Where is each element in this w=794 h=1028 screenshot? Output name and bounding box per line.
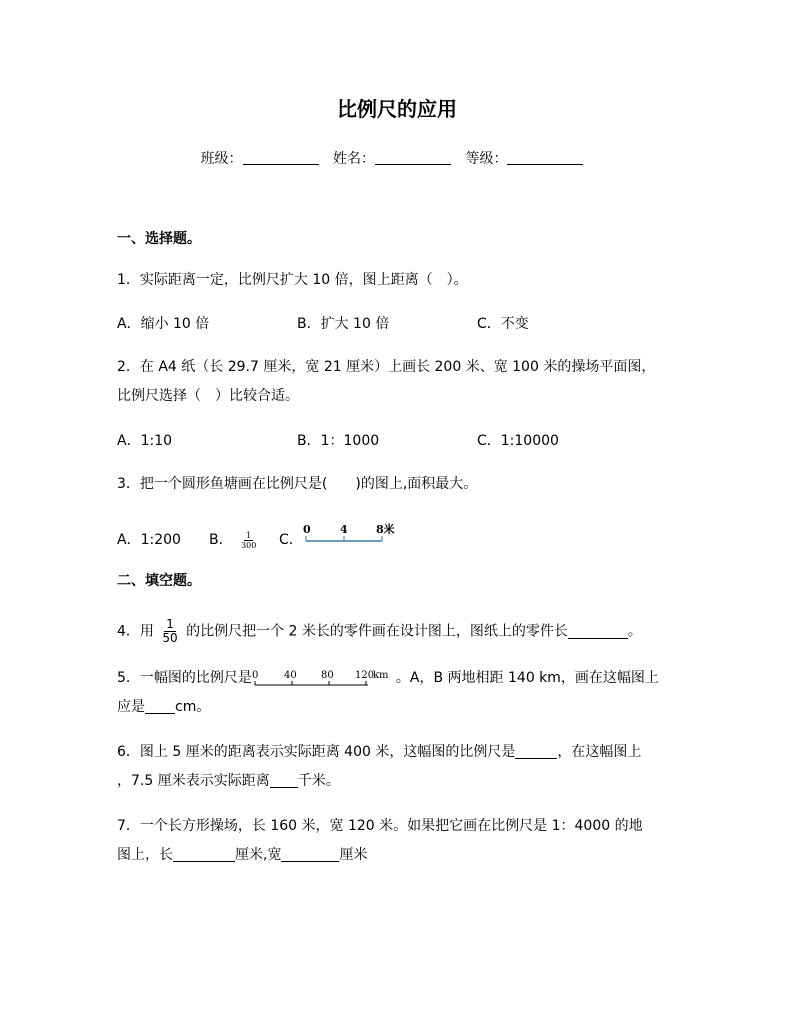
question-4 bbox=[117, 618, 642, 645]
class-label: 班级： bbox=[200, 151, 243, 167]
q6-line1-suffix: ，在这幅图上 bbox=[557, 744, 642, 760]
question-1: 1．实际距离一定，比例尺扩大 10 倍，图上距离（ ）。 bbox=[117, 272, 468, 288]
fraction-denominator: 300 bbox=[241, 541, 257, 550]
q6-line2-prefix: ，7.5 厘米表示实际距离 bbox=[117, 773, 270, 789]
q5-prefix: 5．一幅图的比例尺是 bbox=[117, 670, 252, 686]
q5-scale-bar bbox=[252, 666, 396, 688]
q6-answer-blank-1[interactable] bbox=[515, 744, 557, 759]
q7-line2-mid: 厘米,宽 bbox=[235, 847, 282, 863]
q1-option-c[interactable]: C．不变 bbox=[477, 316, 529, 332]
q7-line2-prefix: 图上，长 bbox=[117, 847, 173, 863]
question-7-line-1: 7．一个长方形操场，长 160 米，宽 120 米。如果把它画在比例尺是 1：4000 的地 bbox=[117, 818, 643, 834]
scale-label-120: 120 bbox=[354, 670, 375, 681]
scale-label-4: 4 bbox=[340, 523, 348, 536]
question-3: 3．把一个圆形鱼塘画在比例尺是( )的图上,面积最大。 bbox=[117, 476, 478, 492]
q6-line1-prefix: 6．图上 5 厘米的距离表示实际距离 400 米，这幅图的比例尺是 bbox=[117, 744, 516, 760]
q3-option-b-fraction bbox=[241, 531, 256, 550]
q2-option-a[interactable]: A．1:10 bbox=[117, 433, 173, 449]
q6-answer-blank-2[interactable] bbox=[270, 773, 298, 788]
q4-answer-blank[interactable] bbox=[568, 624, 628, 639]
section-1-title: 一、选择题。 bbox=[117, 231, 201, 247]
scale-label-80: 80 bbox=[320, 670, 334, 681]
fraction-denominator: 50 bbox=[162, 631, 178, 645]
q3-option-b-label: B． bbox=[209, 532, 233, 548]
question-6-line-1 bbox=[117, 742, 641, 762]
q1-option-a[interactable]: A．缩小 10 倍 bbox=[117, 316, 210, 332]
scale-label-0: 0 bbox=[251, 670, 259, 681]
q5-line2-prefix: 应是 bbox=[117, 699, 145, 715]
page-title: 比例尺的应用 bbox=[337, 97, 457, 121]
question-6-line-2 bbox=[117, 771, 340, 791]
scale-label-0: 0 bbox=[303, 523, 311, 536]
q6-line2-suffix: 千米。 bbox=[297, 773, 340, 789]
question-2-line-1: 2．在 A4 纸（长 29.7 厘米，宽 21 厘米）上画长 200 米、宽 100 米的操场平面图， bbox=[117, 359, 656, 375]
q3-option-a[interactable]: A．1:200 bbox=[117, 532, 181, 548]
question-5-line-2 bbox=[117, 697, 210, 717]
grade-blank[interactable] bbox=[507, 150, 583, 165]
question-5-line-1 bbox=[117, 666, 659, 688]
class-blank[interactable] bbox=[243, 150, 319, 165]
grade-label: 等级： bbox=[465, 151, 508, 167]
q4-fraction bbox=[162, 618, 177, 645]
fraction-numerator: 1 bbox=[166, 617, 174, 631]
scale-label-8: 8米 bbox=[376, 523, 395, 536]
q4-text: 的比例尺把一个 2 米长的零件画在设计图上，图纸上的零件长 bbox=[186, 623, 568, 640]
question-2-line-2: 比例尺选择（ ）比较合适。 bbox=[117, 388, 299, 404]
q2-option-c[interactable]: C．1:10000 bbox=[477, 433, 559, 449]
q7-answer-blank-1[interactable] bbox=[173, 847, 235, 862]
q3-option-c-label: C． bbox=[279, 532, 303, 548]
q4-end: 。 bbox=[627, 623, 642, 640]
q3-scale-bar bbox=[300, 520, 400, 548]
q3-option-b[interactable] bbox=[209, 529, 260, 550]
scale-label-40: 40 bbox=[283, 670, 297, 681]
name-blank[interactable] bbox=[375, 150, 451, 165]
question-7-line-2 bbox=[117, 845, 367, 865]
q1-option-b[interactable]: B．扩大 10 倍 bbox=[297, 316, 390, 332]
q5-text: 。A，B 两地相距 140 km，画在这幅图上 bbox=[395, 670, 659, 686]
q4-prefix: 4．用 bbox=[117, 623, 154, 640]
q7-line2-suffix: 厘米 bbox=[339, 847, 368, 863]
q5-answer-blank[interactable] bbox=[145, 699, 175, 714]
q7-answer-blank-2[interactable] bbox=[281, 847, 339, 862]
q5-line2-suffix: cm。 bbox=[175, 699, 211, 715]
fraction-numerator: 1 bbox=[246, 531, 252, 540]
section-2-title: 二、填空题。 bbox=[117, 573, 201, 589]
header-fields bbox=[0, 148, 794, 168]
q2-option-b[interactable]: B．1：1000 bbox=[297, 433, 380, 449]
name-label: 姓名： bbox=[333, 151, 375, 167]
scale-unit: km bbox=[372, 670, 389, 681]
